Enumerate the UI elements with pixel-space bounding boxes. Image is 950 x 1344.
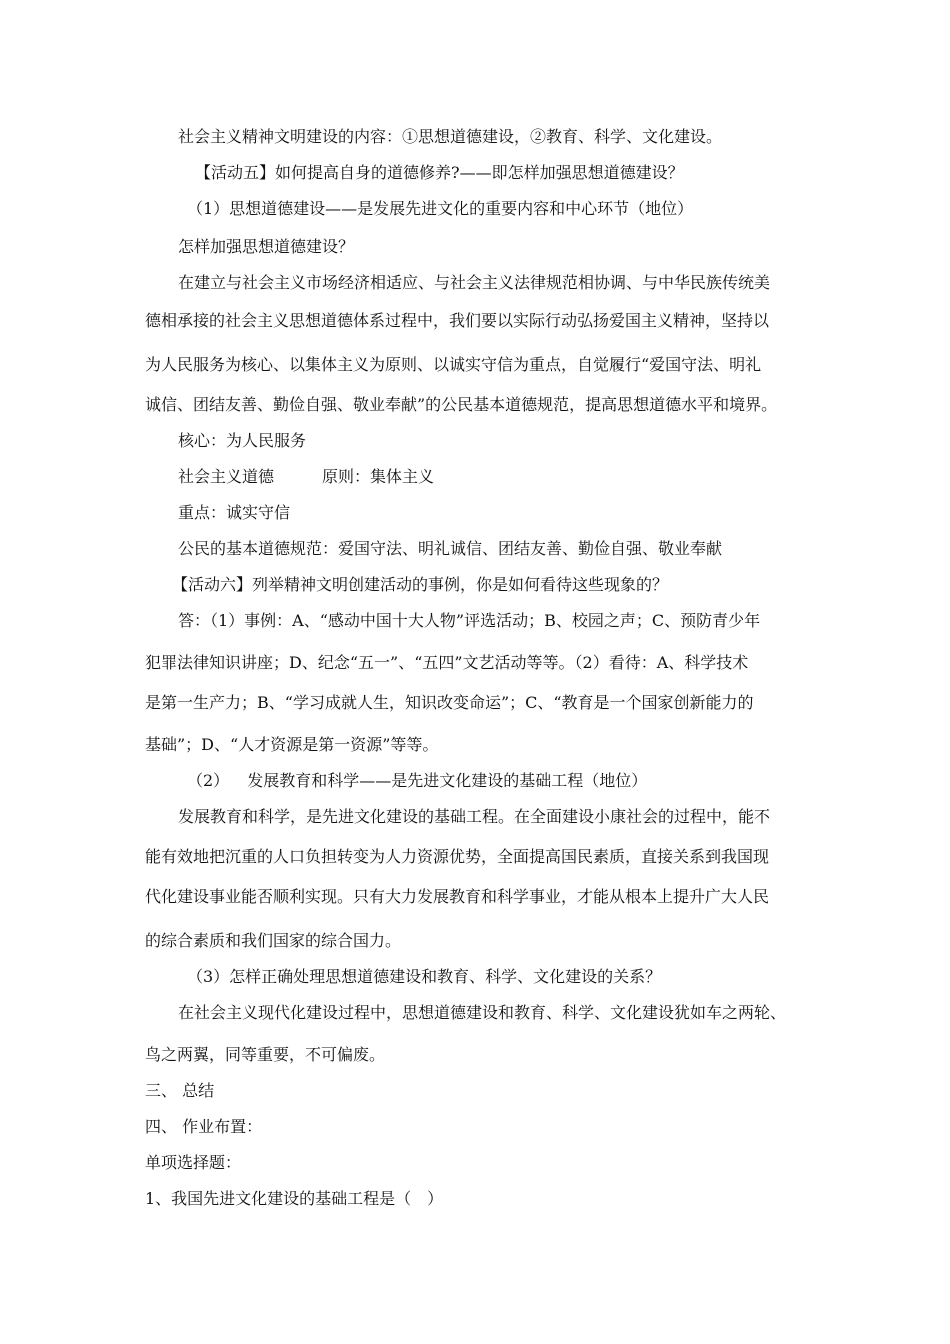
paragraph-line: 的综合素质和我们国家的综合国力。	[145, 931, 402, 950]
paragraph-line: 能有效地把沉重的人口负担转变为人力资源优势，全面提高国民素质，直接关系到我国现	[145, 847, 770, 866]
section-heading-1: （1）思想道德建设——是发展先进文化的重要内容和中心环节（地位）	[187, 199, 694, 218]
activity-six-heading: 【活动六】列举精神文明创建活动的事例，你是如何看待这些现象的？	[172, 575, 669, 594]
paragraph-line: 在社会主义现代化建设过程中，思想道德建设和教育、科学、文化建设犹如车之两轮、	[178, 1003, 787, 1022]
paragraph-line: 诚信、团结友善、勤俭自强、敬业奉献”的公民基本道德规范，提高思想道德水平和境界。	[145, 395, 778, 414]
answer-line: 犯罪法律知识讲座；D、纪念“五一”、“五四”文艺活动等等。（2）看待：A、科学技术	[145, 653, 749, 672]
principle-label: 原则：集体主义	[322, 467, 435, 486]
single-choice-heading: 单项选择题：	[145, 1153, 242, 1172]
question-line: 怎样加强思想道德建设？	[178, 237, 355, 256]
paragraph-line: 代化建设事业能否顺利实现。只有大力发展教育和科学事业，才能从根本上提升广大人民	[145, 887, 770, 906]
answer-line: 是第一生产力；B、“学习成就人生，知识改变命运”；C、“教育是一个国家创新能力的	[145, 693, 754, 712]
paragraph-line: 德相承接的社会主义思想道德体系过程中，我们要以实际行动弘扬爱国主义精神，坚持以	[145, 311, 770, 330]
question-1: 1、我国先进文化建设的基础工程是（ ）	[145, 1189, 444, 1208]
socialist-morality-line	[178, 466, 434, 488]
paragraph-line: 发展教育和科学，是先进文化建设的基础工程。在全面建设小康社会的过程中，能不	[178, 807, 771, 826]
section-heading-2	[187, 770, 647, 792]
content-line: 社会主义精神文明建设的内容：①思想道德建设，②教育、科学、文化建设。	[178, 127, 723, 146]
answer-line: 答：（1）事例：A、“感动中国十大人物”评选活动；B、校园之声；C、预防青少年	[178, 611, 761, 630]
socialist-morality-label: 社会主义道德	[178, 467, 275, 486]
focus-line: 重点：诚实守信	[178, 503, 291, 522]
section-number: （2）	[187, 771, 230, 790]
activity-five-heading: 【活动五】如何提高自身的道德修养?——即怎样加强思想道德建设？	[195, 163, 684, 182]
summary-heading: 三、 总结	[145, 1081, 215, 1100]
paragraph-line: 在建立与社会主义市场经济相适应、与社会主义法律规范相协调、与中华民族传统美	[178, 273, 771, 292]
section-title: 发展教育和科学——是先进文化建设的基础工程（地位）	[247, 771, 648, 790]
answer-line: 基础”；D、“人才资源是第一资源”等等。	[145, 735, 439, 754]
moral-norms-line: 公民的基本道德规范：爱国守法、明礼诚信、团结友善、勤俭自强、敬业奉献	[178, 539, 723, 558]
section-heading-3: （3）怎样正确处理思想道德建设和教育、科学、文化建设的关系？	[187, 967, 662, 986]
paragraph-line: 鸟之两翼，同等重要，不可偏废。	[145, 1045, 386, 1064]
homework-heading: 四、 作业布置：	[145, 1117, 263, 1136]
core-line: 核心：为人民服务	[178, 431, 307, 450]
paragraph-line: 为人民服务为核心、以集体主义为原则、以诚实守信为重点，自觉履行“爱国守法、明礼	[145, 355, 762, 374]
